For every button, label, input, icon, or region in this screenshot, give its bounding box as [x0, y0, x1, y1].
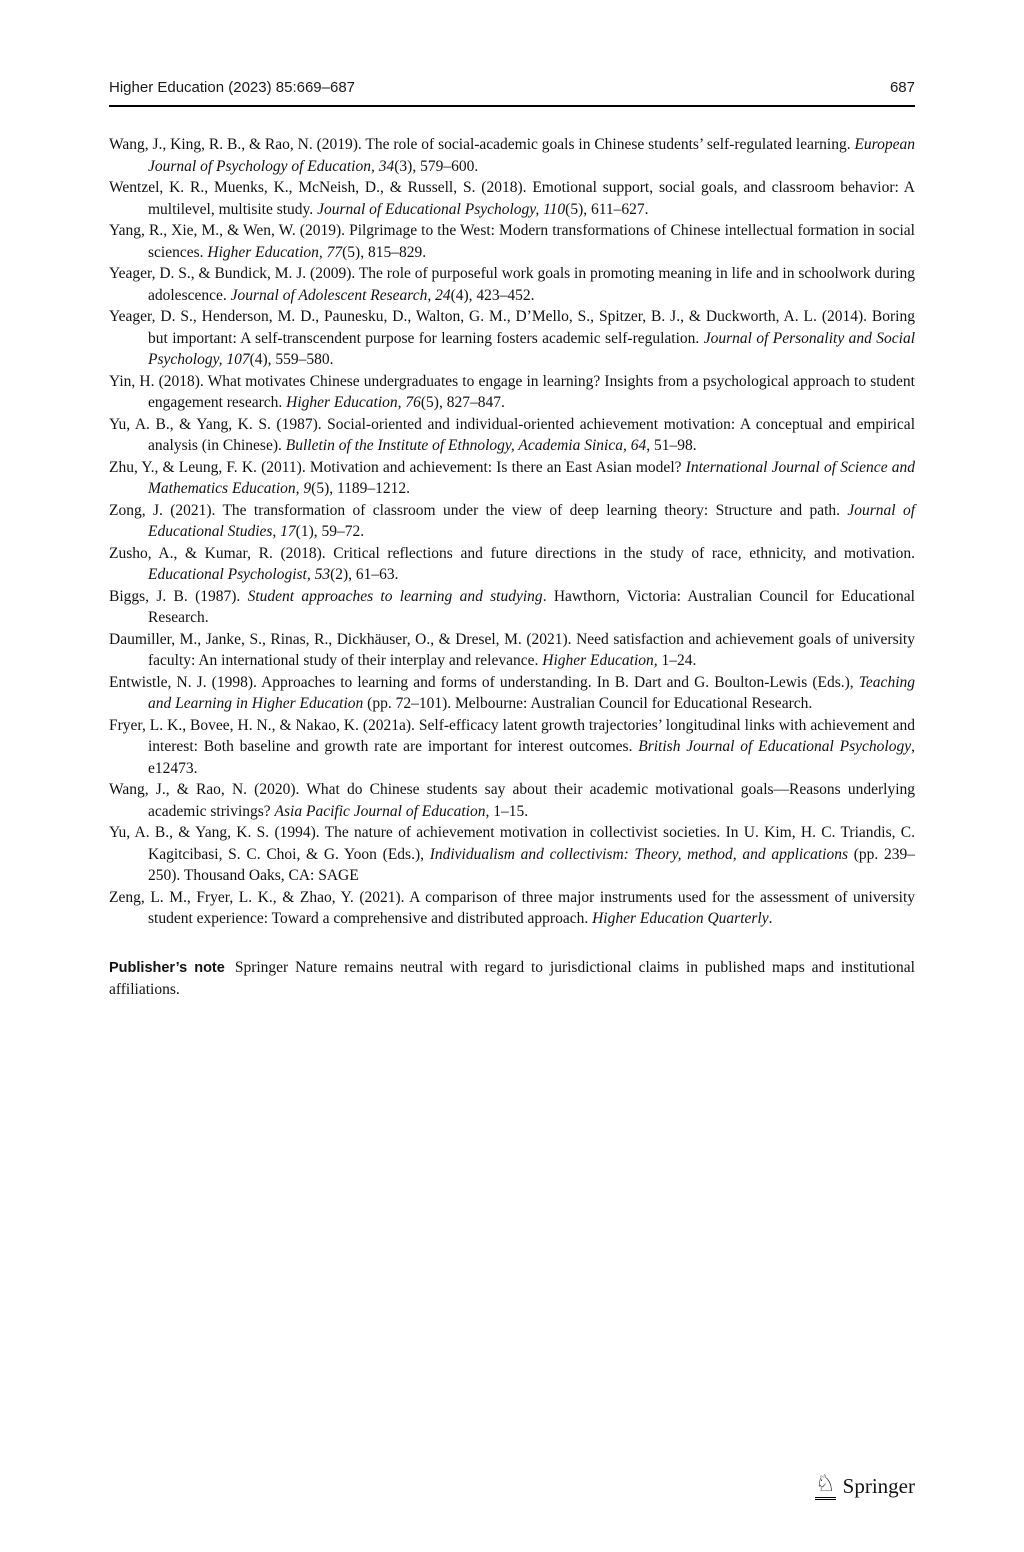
reference-text: Yeager, D. S., Henderson, M. D., Paunesku, D., Walton, G. M., D’Mello, S., Spitzer, B. J., & Duckworth, A. L. (2014). Boring but important: A self-transcendent purpose for learning fosters academic self-regulation.	[109, 308, 915, 347]
knight-glyph: ♘	[815, 1471, 836, 1497]
reference-journal-title: Higher Education, 77	[207, 243, 343, 261]
reference-entry	[109, 779, 915, 822]
reference-entry	[109, 220, 915, 263]
publisher-logo	[815, 1472, 915, 1500]
reference-text: (pp. 239–250). Thousand Oaks, CA: SAGE	[148, 845, 915, 884]
reference-journal-title: Educational Psychologist, 53	[148, 566, 331, 583]
reference-text: (5), 827–847.	[420, 394, 505, 411]
reference-journal-title: Higher Education,	[542, 652, 658, 669]
reference-text: Yeager, D. S., & Bundick, M. J. (2009). The role of purposeful work goals in promoting meaning in life and in schoolwork during adolescence.	[109, 265, 915, 304]
springer-logo-text: Springer	[842, 1474, 915, 1498]
reference-text: (5), 1189–1212.	[311, 480, 411, 497]
reference-journal-title: International Journal of Science and Mathematics Education, 9	[148, 458, 915, 497]
reference-text: Wentzel, K. R., Muenks, K., McNeish, D., & Russell, S. (2018). Emotional support, social goals, and classroom behavior: A multilevel, multisite study.	[109, 179, 915, 218]
reference-journal-title: Journal of Educational Studies, 17	[148, 501, 915, 540]
reference-text: Zeng, L. M., Fryer, L. K., & Zhao, Y. (2021). A comparison of three major instruments used for the assessment of university student experience: Toward a comprehensive and distributed approach.	[109, 888, 915, 927]
reference-text: (4), 559–580.	[249, 351, 334, 368]
reference-text: (4), 423–452.	[450, 286, 535, 304]
reference-journal-title: Higher Education Quarterly	[592, 910, 769, 927]
reference-text: Zong, J. (2021). The transformation of classroom under the view of deep learning theory: Structure and path.	[109, 501, 848, 519]
reference-journal-title: Student approaches to learning and studying	[247, 587, 543, 605]
reference-entry	[109, 371, 915, 414]
running-head	[109, 78, 915, 98]
reference-text: Fryer, L. K., Bovee, H. N., & Nakao, K. (2021a). Self-efficacy latent growth trajectories’ longitudinal links with achievement and interest: Both baseline and growth rate are important for interest outcomes.	[109, 716, 915, 755]
reference-journal-title: Individualism and collectivism: Theory, method, and applications	[429, 845, 849, 863]
reference-text: Wang, J., King, R. B., & Rao, N. (2019). The role of social-academic goals in Chinese students’ self-regulated learning.	[109, 136, 855, 153]
reference-entry	[109, 263, 915, 306]
running-head-page-number: 687	[889, 79, 915, 96]
reference-text: Zhu, Y., & Leung, F. K. (2011). Motivation and achievement: Is there an East Asian model?	[109, 458, 686, 476]
reference-entry	[109, 306, 915, 371]
reference-text: .	[768, 910, 773, 927]
reference-entry	[109, 177, 915, 220]
reference-text: Daumiller, M., Janke, S., Rinas, R., Dickhäuser, O., & Dresel, M. (2021). Need satisfaction and achievement goals of university faculty: An international study of their interplay and relevance.	[109, 630, 915, 669]
knight-underline	[815, 1497, 836, 1500]
reference-text: Yu, A. B., & Yang, K. S. (1987). Social-oriented and individual-oriented achievement motivation: A conceptual and empirical analysis (in Chinese).	[109, 415, 915, 454]
reference-journal-title: Journal of Educational Psychology, 110	[317, 200, 566, 218]
springer-knight-icon	[815, 1472, 836, 1500]
reference-journal-title: Journal of Adolescent Research, 24	[230, 286, 451, 304]
reference-journal-title: Asia Pacific Journal of Education,	[274, 802, 490, 820]
publisher-note-paragraph	[109, 957, 915, 1001]
reference-text: , 51–98.	[646, 437, 697, 454]
reference-entry	[109, 543, 915, 586]
reference-text: . Hawthorn, Victoria: Australian Council for Educational Research.	[148, 587, 915, 626]
reference-entry	[109, 887, 915, 930]
reference-entry	[109, 586, 915, 629]
reference-text: (2), 61–63.	[330, 566, 399, 583]
reference-text: 1–15.	[489, 802, 529, 820]
reference-text: Wang, J., & Rao, N. (2020). What do Chinese students say about their academic motivational goals—Reasons underlying academic strivings?	[109, 781, 915, 820]
reference-journal-title: Journal of Personality and Social Psychology, 107	[148, 329, 916, 368]
reference-journal-title: British Journal of Educational Psychology	[638, 738, 912, 755]
reference-entry	[109, 715, 915, 780]
reference-entry	[109, 822, 915, 887]
reference-text: , e12473.	[148, 738, 915, 777]
references-list	[109, 134, 915, 930]
reference-entry	[109, 672, 915, 715]
reference-text: Entwistle, N. J. (1998). Approaches to learning and forms of understanding. In B. Dart and G. Boulton-Lewis (Eds.),	[109, 673, 859, 691]
publisher-note-text: Springer Nature remains neutral with regard to jurisdictional claims in published maps and institutional affiliations.	[109, 958, 915, 998]
reference-text: Yin, H. (2018). What motivates Chinese undergraduates to engage in learning? Insights from a psychological approach to student engagement research.	[109, 372, 915, 411]
reference-entry	[109, 457, 915, 500]
reference-journal-title: Higher Education, 76	[286, 394, 421, 411]
reference-journal-title: European Journal of Psychology of Education, 34	[148, 136, 916, 175]
reference-text: (pp. 72–101). Melbourne: Australian Council for Educational Research.	[363, 695, 813, 712]
reference-journal-title: Teaching and Learning in Higher Education	[148, 673, 915, 712]
reference-entry	[109, 414, 915, 457]
reference-text: Biggs, J. B. (1987).	[109, 587, 248, 605]
reference-journal-title: Bulletin of the Institute of Ethnology, Academia Sinica, 64	[285, 437, 647, 454]
reference-text: Yu, A. B., & Yang, K. S. (1994). The nature of achievement motivation in collectivist societies. In U. Kim, H. C. Triandis, C. Kagitcibasi, S. C. Choi, & G. Yoon (Eds.),	[109, 824, 915, 863]
reference-text: 1–24.	[657, 652, 697, 669]
running-head-journal-info: Higher Education (2023) 85:669–687	[109, 79, 356, 96]
reference-text: (3), 579–600.	[394, 157, 479, 175]
reference-text: (1), 59–72.	[295, 523, 365, 540]
reference-text: Zusho, A., & Kumar, R. (2018). Critical reflections and future directions in the study of race, ethnicity, and motivation.	[109, 544, 915, 562]
header-rule	[109, 105, 915, 107]
reference-entry	[109, 500, 915, 543]
reference-entry	[109, 134, 915, 177]
reference-text: Yang, R., Xie, M., & Wen, W. (2019). Pilgrimage to the West: Modern transformations of Chinese intellectual formation in social sciences.	[109, 222, 915, 261]
reference-text: (5), 815–829.	[342, 243, 427, 261]
reference-text: (5), 611–627.	[565, 200, 649, 218]
reference-entry	[109, 629, 915, 672]
publisher-note	[109, 957, 915, 1001]
publisher-note-label: Publisher’s note	[109, 959, 225, 976]
